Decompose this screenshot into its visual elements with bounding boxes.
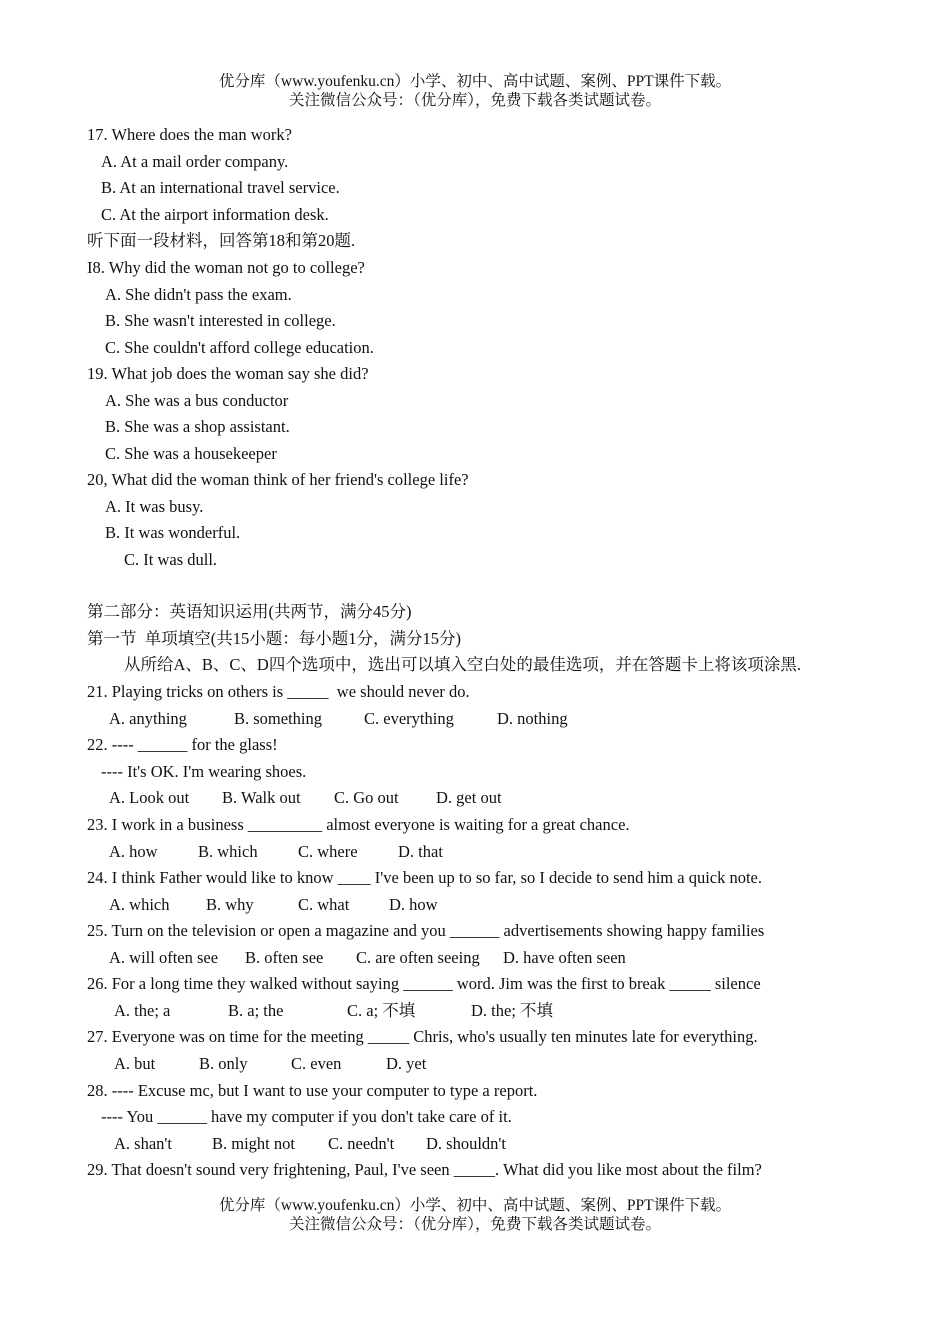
q25-option-d: D. have often seen [503, 948, 626, 967]
q27-option-d: D. yet [386, 1054, 427, 1073]
q26-option-c: C. a; 不填 [347, 1001, 416, 1020]
q17-option-a: A. At a mail order company. [101, 152, 289, 171]
q25-option-c: C. are often seeing [356, 948, 480, 967]
q22-stem: 22. ---- ______ for the glass! [87, 735, 278, 754]
q25-option-b: B. often see [245, 948, 324, 967]
q22-reply: ---- It's OK. I'm wearing shoes. [101, 762, 307, 781]
q28-option-d: D. shouldn't [426, 1134, 506, 1153]
header-line-1: 优分库（www.youfenku.cn）小学、初中、高中试题、案例、PPT课件下载。 [218, 73, 732, 90]
q20-stem: 20, What did the woman think of her friend's college life? [87, 470, 469, 489]
q19-option-b: B. She was a shop assistant. [105, 417, 290, 436]
q19-option-c: C. She was a housekeeper [105, 444, 277, 463]
part2-title: 第二部分：英语知识运用(共两节，满分45分) [87, 602, 412, 621]
q23-option-c: C. where [298, 842, 358, 861]
q21-option-b: B. something [234, 709, 323, 728]
q22-option-d: D. get out [436, 788, 502, 807]
q24-option-a: A. which [109, 895, 170, 914]
q24-option-c: C. what [298, 895, 350, 914]
q19-option-a: A. She was a bus conductor [105, 391, 289, 410]
q26-options [114, 1001, 553, 1021]
footer-line-1: 优分库（www.youfenku.cn）小学、初中、高中试题、案例、PPT课件下载。 [218, 1197, 732, 1214]
q17-option-c: C. At the airport information desk. [101, 205, 329, 224]
q27-option-a: A. but [114, 1054, 156, 1073]
q26-stem: 26. For a long time they walked without saying ______ word. Jim was the first to break _____ silence [87, 974, 761, 993]
q23-options [109, 842, 443, 862]
q20-option-a: A. It was busy. [105, 497, 204, 516]
section1-title: 第一节 单项填空(共15小题：每小题1分，满分15分) [87, 629, 461, 648]
q28-option-a: A. shan't [114, 1134, 172, 1153]
q23-option-a: A. how [109, 842, 158, 861]
q24-option-b: B. why [206, 895, 254, 914]
q21-option-c: C. everything [364, 709, 454, 728]
q20-option-b: B. It was wonderful. [105, 523, 241, 542]
q25-option-a: A. will often see [109, 948, 219, 967]
q28-option-c: C. needn't [328, 1134, 395, 1153]
q26-option-a: A. the; a [114, 1001, 171, 1020]
q27-stem: 27. Everyone was on time for the meeting _____ Chris, who's usually ten minutes late for everything. [87, 1027, 758, 1046]
q27-options [114, 1054, 426, 1074]
q18-option-b: B. She wasn't interested in college. [105, 311, 336, 330]
q24-option-d: D. how [389, 895, 438, 914]
q20-option-c: C. It was dull. [124, 550, 218, 569]
q21-options [109, 709, 568, 729]
q18-option-a: A. She didn't pass the exam. [105, 285, 292, 304]
q28-stem: 28. ---- Excuse mc, but I want to use your computer to type a report. [87, 1081, 538, 1100]
q25-options [109, 948, 626, 968]
footer-line-2: 关注微信公众号：（优分库），免费下载各类试题试卷。 [288, 1216, 661, 1233]
q24-options [109, 895, 438, 915]
q26-option-d: D. the; 不填 [471, 1001, 554, 1020]
page-header [0, 72, 950, 110]
q21-stem: 21. Playing tricks on others is _____ we should never do. [87, 682, 470, 701]
section1-instruction: 从所给A、B、C、D四个选项中，选出可以填入空白处的最佳选项，并在答题卡上将该项涂黑. [124, 655, 801, 674]
q23-option-d: D. that [398, 842, 443, 861]
q25-stem: 25. Turn on the television or open a magazine and you ______ advertisements showing happy families [87, 921, 765, 940]
q23-stem: 23. I work in a business _________ almost everyone is waiting for a great chance. [87, 815, 630, 834]
page-footer [0, 1196, 950, 1234]
q22-option-c: C. Go out [334, 788, 399, 807]
q22-option-a: A. Look out [109, 788, 190, 807]
q28-options [114, 1134, 506, 1154]
q17-stem: 17. Where does the man work? [87, 125, 292, 144]
q18-option-c: C. She couldn't afford college education. [105, 338, 374, 357]
q23-option-b: B. which [198, 842, 258, 861]
q24-stem: 24. I think Father would like to know ____ I've been up to so far, so I decide to send him a quick note. [87, 868, 763, 887]
q21-option-a: A. anything [109, 709, 187, 728]
q21-option-d: D. nothing [497, 709, 568, 728]
header-line-2: 关注微信公众号：（优分库），免费下载各类试题试卷。 [288, 92, 661, 109]
q22-option-b: B. Walk out [222, 788, 301, 807]
q28-reply: ---- You ______ have my computer if you don't take care of it. [101, 1107, 512, 1126]
q18-stem: I8. Why did the woman not go to college? [87, 258, 365, 277]
q29-stem: 29. That doesn't sound very frightening, Paul, I've seen _____. What did you like most about the film? [87, 1160, 762, 1179]
q17-option-b: B. At an international travel service. [101, 178, 340, 197]
q28-option-b: B. might not [212, 1134, 295, 1153]
instruction-18-20: 听下面一段材料，回答第18和第20题. [87, 231, 356, 250]
q27-option-c: C. even [291, 1054, 342, 1073]
q27-option-b: B. only [199, 1054, 248, 1073]
q19-stem: 19. What job does the woman say she did? [87, 364, 369, 383]
q22-options [109, 788, 502, 808]
q26-option-b: B. a; the [228, 1001, 284, 1020]
